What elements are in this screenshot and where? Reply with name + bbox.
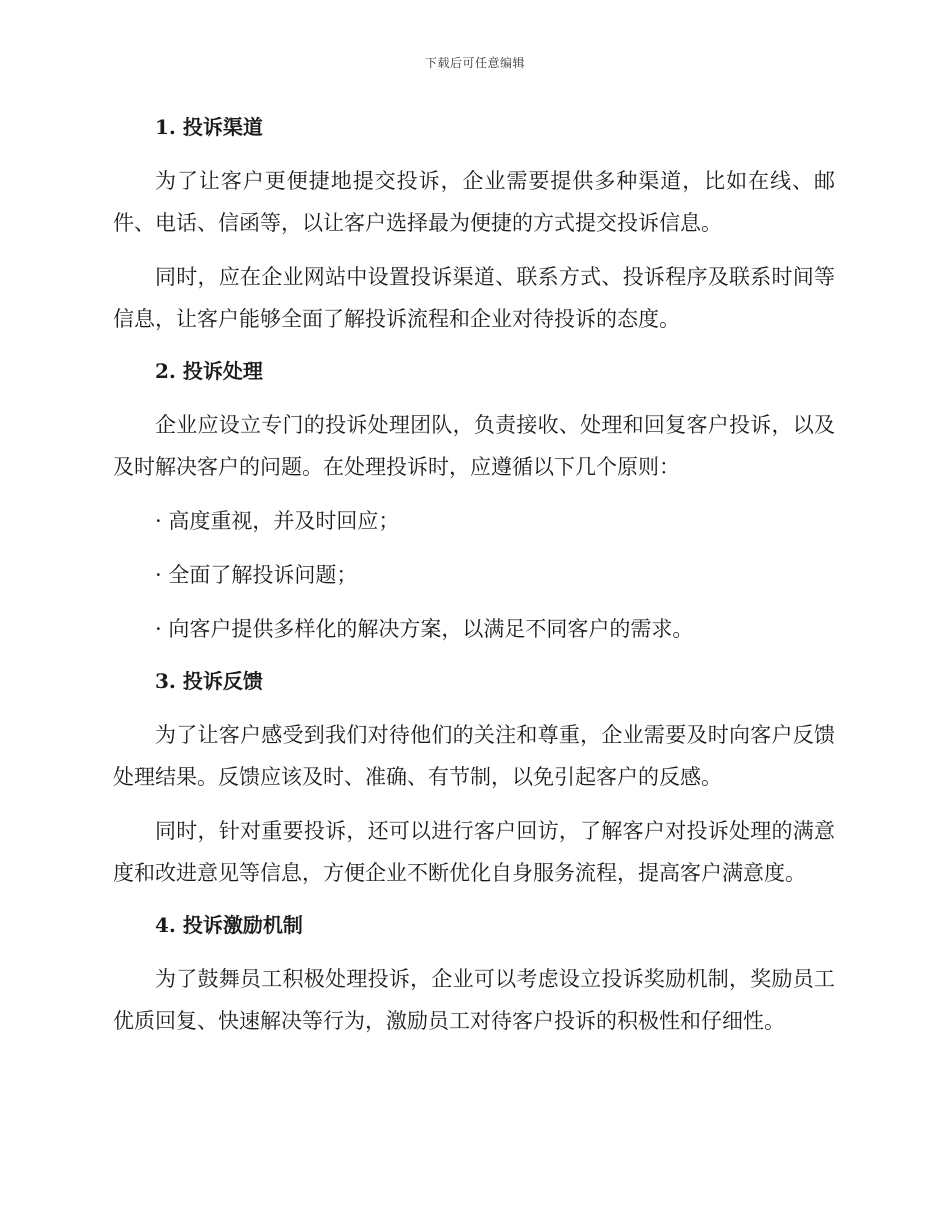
paragraph: 为了鼓舞员工积极处理投诉，企业可以考虑设立投诉奖励机制，奖励员工优质回复、快速解决等行为，激励员工对待客户投诉的积极性和仔细性。 [113,967,835,1033]
paragraph: 同时，针对重要投诉，还可以进行客户回访，了解客户对投诉处理的满意度和改进意见等信息，方便企业不断优化自身服务流程，提高客户满意度。 [113,819,835,885]
bullet-item: · 全面了解投诉问题； [155,563,358,587]
section-heading-complaint-feedback: 3. 投诉反馈 [155,669,263,693]
section-heading-complaint-handling: 2. 投诉处理 [155,359,263,383]
paragraph: 企业应设立专门的投诉处理团队，负责接收、处理和回复客户投诉，以及及时解决客户的问题。在处理投诉时，应遵循以下几个原则： [113,413,835,479]
bullet-item: · 向客户提供多样化的解决方案，以满足不同客户的需求。 [155,617,694,641]
paragraph: 为了让客户感受到我们对待他们的关注和尊重，企业需要及时向客户反馈处理结果。反馈应该及时、准确、有节制，以免引起客户的反感。 [113,723,835,789]
paragraph: 同时，应在企业网站中设置投诉渠道、联系方式、投诉程序及联系时间等信息，让客户能够全面了解投诉流程和企业对待投诉的态度。 [113,265,835,331]
document-body [113,108,835,1054]
section-heading-complaint-incentive: 4. 投诉激励机制 [155,913,303,937]
section-heading-complaint-channels: 1. 投诉渠道 [155,115,263,139]
page-header: 下载后可任意编辑 [424,56,525,70]
paragraph: 为了让客户更便捷地提交投诉，企业需要提供多种渠道，比如在线、邮件、电话、信函等，以让客户选择最为便捷的方式提交投诉信息。 [113,169,835,235]
bullet-item: · 高度重视，并及时回应； [155,509,400,533]
